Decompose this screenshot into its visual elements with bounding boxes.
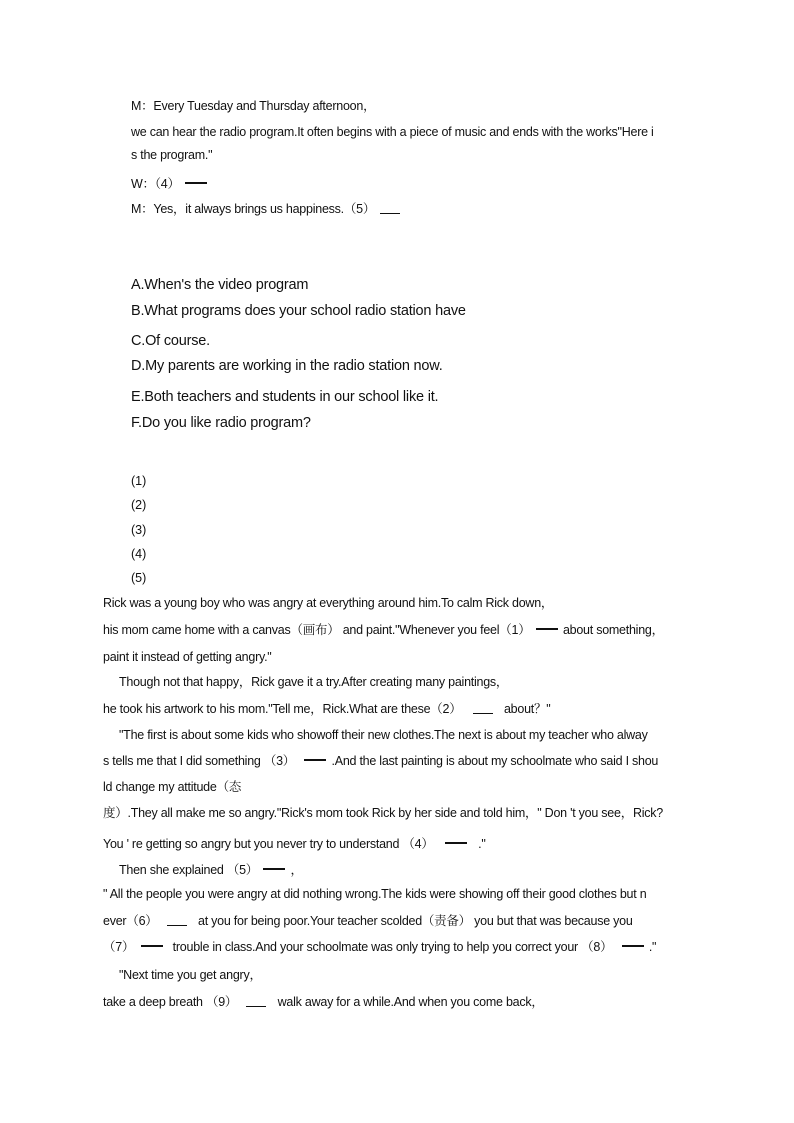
passage-line-2-a: his mom came home with a canvas（画布） and paint."Whenever you feel（1） (103, 623, 531, 637)
dialog-line-4 (131, 176, 209, 192)
blank-p7[interactable] (141, 945, 163, 947)
option-a: A.When's the video program (131, 277, 309, 293)
passage-line-12: " All the people you were angry at did nothing wrong.The kids were showing off their good clothes but n (103, 887, 647, 901)
passage-line-7-a: s tells me that I did something （3） (103, 754, 296, 768)
dialog-line-1: M：Every Tuesday and Thursday afternoon， (131, 99, 376, 113)
passage-line-2-b: about something， (562, 623, 664, 637)
option-c: C.Of course. (131, 333, 210, 349)
passage-line-10-a: You ' re getting so angry but you never try to understand （4） (103, 837, 434, 851)
passage-line-13-a: ever（6） (103, 914, 158, 928)
answer-2: (2) (131, 498, 147, 512)
answer-4: (4) (131, 547, 147, 561)
answer-5: (5) (131, 571, 147, 585)
option-d: D.My parents are working in the radio station now. (131, 358, 443, 374)
blank-4[interactable] (185, 182, 207, 184)
passage-line-16 (103, 994, 544, 1010)
answer-3: (3) (131, 523, 147, 537)
passage-line-3: paint it instead of getting angry." (103, 650, 272, 664)
blank-p1[interactable] (536, 628, 558, 630)
passage-line-11-b: ， (290, 863, 303, 877)
dialog-line-5-text: M：Yes，it always brings us happiness.（5） (131, 202, 376, 216)
passage-line-5-a: he took his artwork to his mom."Tell me，Rick.What are these（2） (103, 702, 462, 716)
passage-line-9: 度）.They all make me so angry."Rick's mom took Rick by her side and told him，" Don 't you see，Rick? (103, 806, 663, 820)
passage-line-13 (103, 913, 633, 929)
blank-p2[interactable] (473, 713, 493, 714)
passage-line-16-a: take a deep breath （9） (103, 995, 238, 1009)
dialog-line-4-text: W：（4） (131, 177, 180, 191)
answer-1: (1) (131, 474, 147, 488)
blank-5[interactable] (380, 213, 400, 214)
passage-line-14-a: （7） (103, 940, 135, 954)
blank-p8[interactable] (622, 945, 644, 947)
passage-line-14-b: trouble in class.And your schoolmate was only trying to help you correct your （8） (172, 940, 613, 954)
passage-line-7-b: .And the last painting is about my schoolmate who said I shou (331, 754, 659, 768)
option-b: B.What programs does your school radio station have (131, 303, 466, 319)
blank-p4[interactable] (445, 842, 467, 844)
option-e: E.Both teachers and students in our school like it. (131, 389, 439, 405)
passage-line-10-b: ." (478, 837, 486, 851)
passage-line-1: Rick was a young boy who was angry at everything around him.To calm Rick down， (103, 596, 554, 610)
passage-line-14-c: ." (648, 940, 657, 954)
blank-p9[interactable] (246, 1006, 266, 1007)
blank-p3[interactable] (304, 759, 326, 761)
dialog-line-5 (131, 201, 402, 217)
passage-line-5-b: about？" (503, 702, 551, 716)
blank-p6[interactable] (167, 925, 187, 926)
passage-line-4: Though not that happy，Rick gave it a try.After creating many paintings， (119, 675, 509, 689)
passage-line-14 (103, 939, 656, 955)
passage-line-15: "Next time you get angry， (119, 968, 262, 982)
passage-line-7 (103, 753, 658, 769)
dialog-line-3: s the program." (131, 148, 213, 162)
passage-line-8: ld change my attitude（态 (103, 780, 242, 794)
passage-line-2 (103, 622, 664, 638)
option-f: F.Do you like radio program? (131, 415, 311, 431)
blank-p5[interactable] (263, 868, 285, 870)
passage-line-11 (119, 862, 303, 878)
dialog-line-2: we can hear the radio program.It often begins with a piece of music and ends with the works"Here i (131, 125, 654, 139)
passage-line-16-b: walk away for a while.And when you come back， (277, 995, 544, 1009)
passage-line-13-b: at you for being poor.Your teacher scolded（责备） you but that was because you (198, 914, 633, 928)
passage-line-11-a: Then she explained （5） (119, 863, 259, 877)
passage-line-5 (103, 701, 550, 717)
passage-line-10 (103, 836, 486, 852)
passage-line-6: "The first is about some kids who showoff their new clothes.The next is about my teacher who alway (119, 728, 648, 742)
